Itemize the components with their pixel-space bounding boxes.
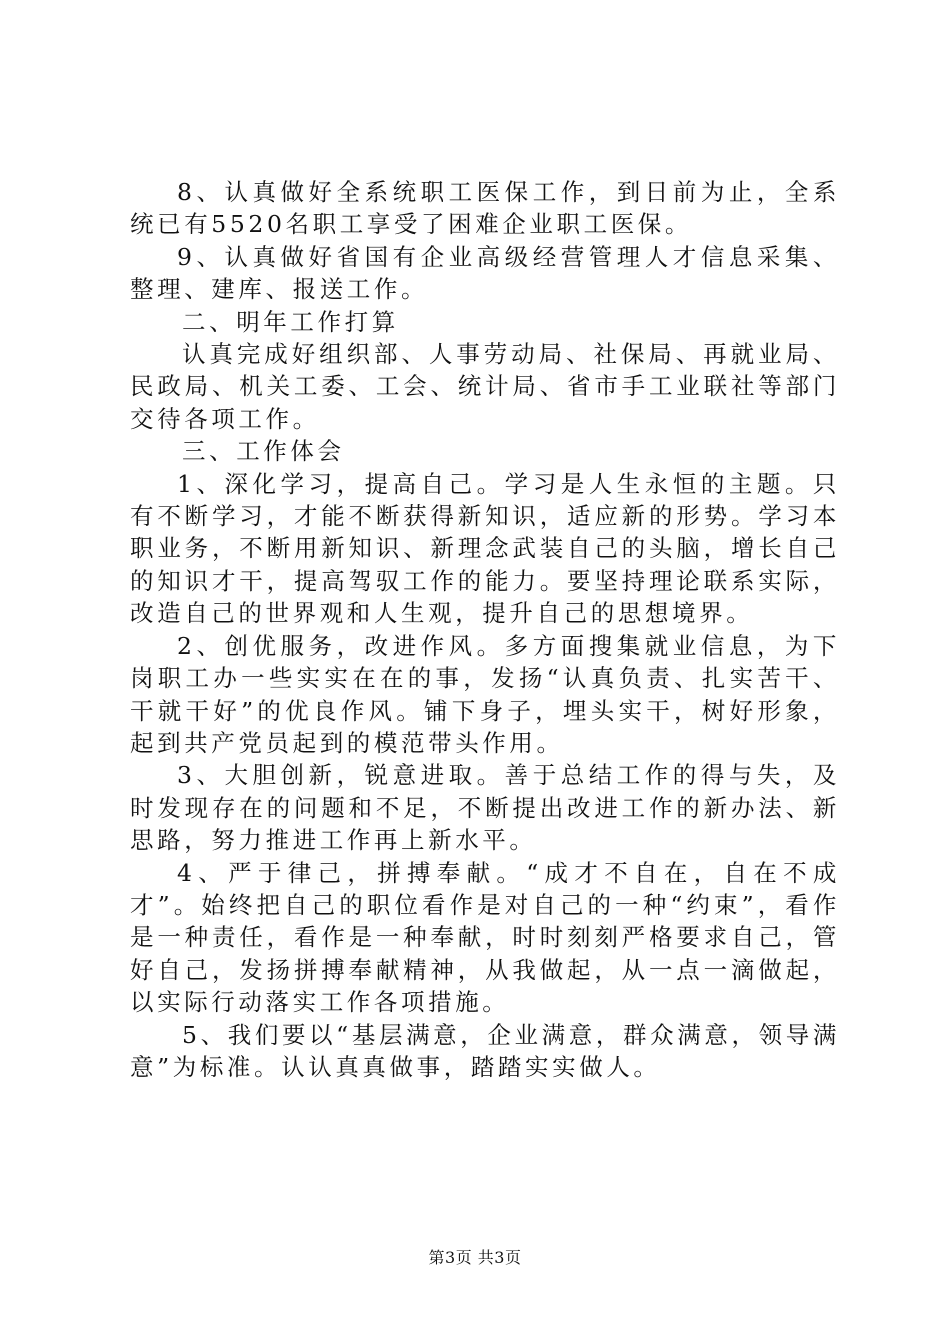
page-footer (0, 1245, 950, 1268)
paragraph-plan-detail: 认真完成好组织部、人事劳动局、社保局、再就业局、民政局、机关工委、工会、统计局、省市手工业联社等部门交待各项工作。 (130, 340, 840, 433)
paragraph-experience-2: 2、创优服务，改进作风。多方面搜集就业信息，为下岗职工办一些实实在在的事，发扬“认真负责、扎实苦干、干就干好”的优良作风。铺下身子，埋头实干，树好形象，起到共产党员起到的模范带头作用。 (130, 631, 840, 757)
paragraph-experience-1: 1、深化学习，提高自己。学习是人生永恒的主题。只有不断学习，才能不断获得新知识，适应新的形势。学习本职业务，不断用新知识、新理念武装自己的头脑，增长自己的知识才干，提高驾驭工作的能力。要坚持理论联系实际，改造自己的世界观和人生观，提升自己的思想境界。 (130, 469, 840, 628)
paragraph-experience-4: 4、严于律己，拼搏奉献。“成才不自在，自在不成才”。始终把自己的职位看作是对自己的一种“约束”，看作是一种责任，看作是一种奉献，时时刻刻严格要求自己，管好自己，发扬拼搏奉献精神，从我做起，从一点一滴做起，以实际行动落实工作各项措施。 (130, 858, 840, 1017)
paragraph-experience-3: 3、大胆创新，锐意进取。善于总结工作的得与失，及时发现存在的问题和不足，不断提出改进工作的新办法、新思路，努力推进工作再上新水平。 (130, 761, 840, 855)
paragraph-item-9: 9、认真做好省国有企业高级经营管理人才信息采集、整理、建库、报送工作。 (130, 242, 840, 304)
section-heading-next-year-plan: 二、明年工作打算 (182, 307, 399, 336)
document-body (130, 176, 840, 1083)
page-indicator: 第3页 共3页 (428, 1248, 522, 1267)
section-heading-work-experience: 三、工作体会 (182, 437, 345, 466)
paragraph-experience-5: 5、我们要以“基层满意，企业满意，群众满意，领导满意”为标准。认认真真做事，踏踏实实做人。 (130, 1020, 840, 1081)
paragraph-item-8: 8、认真做好全系统职工医保工作，到日前为止，全系统已有5520名职工享受了困难企业职工医保。 (130, 178, 840, 239)
